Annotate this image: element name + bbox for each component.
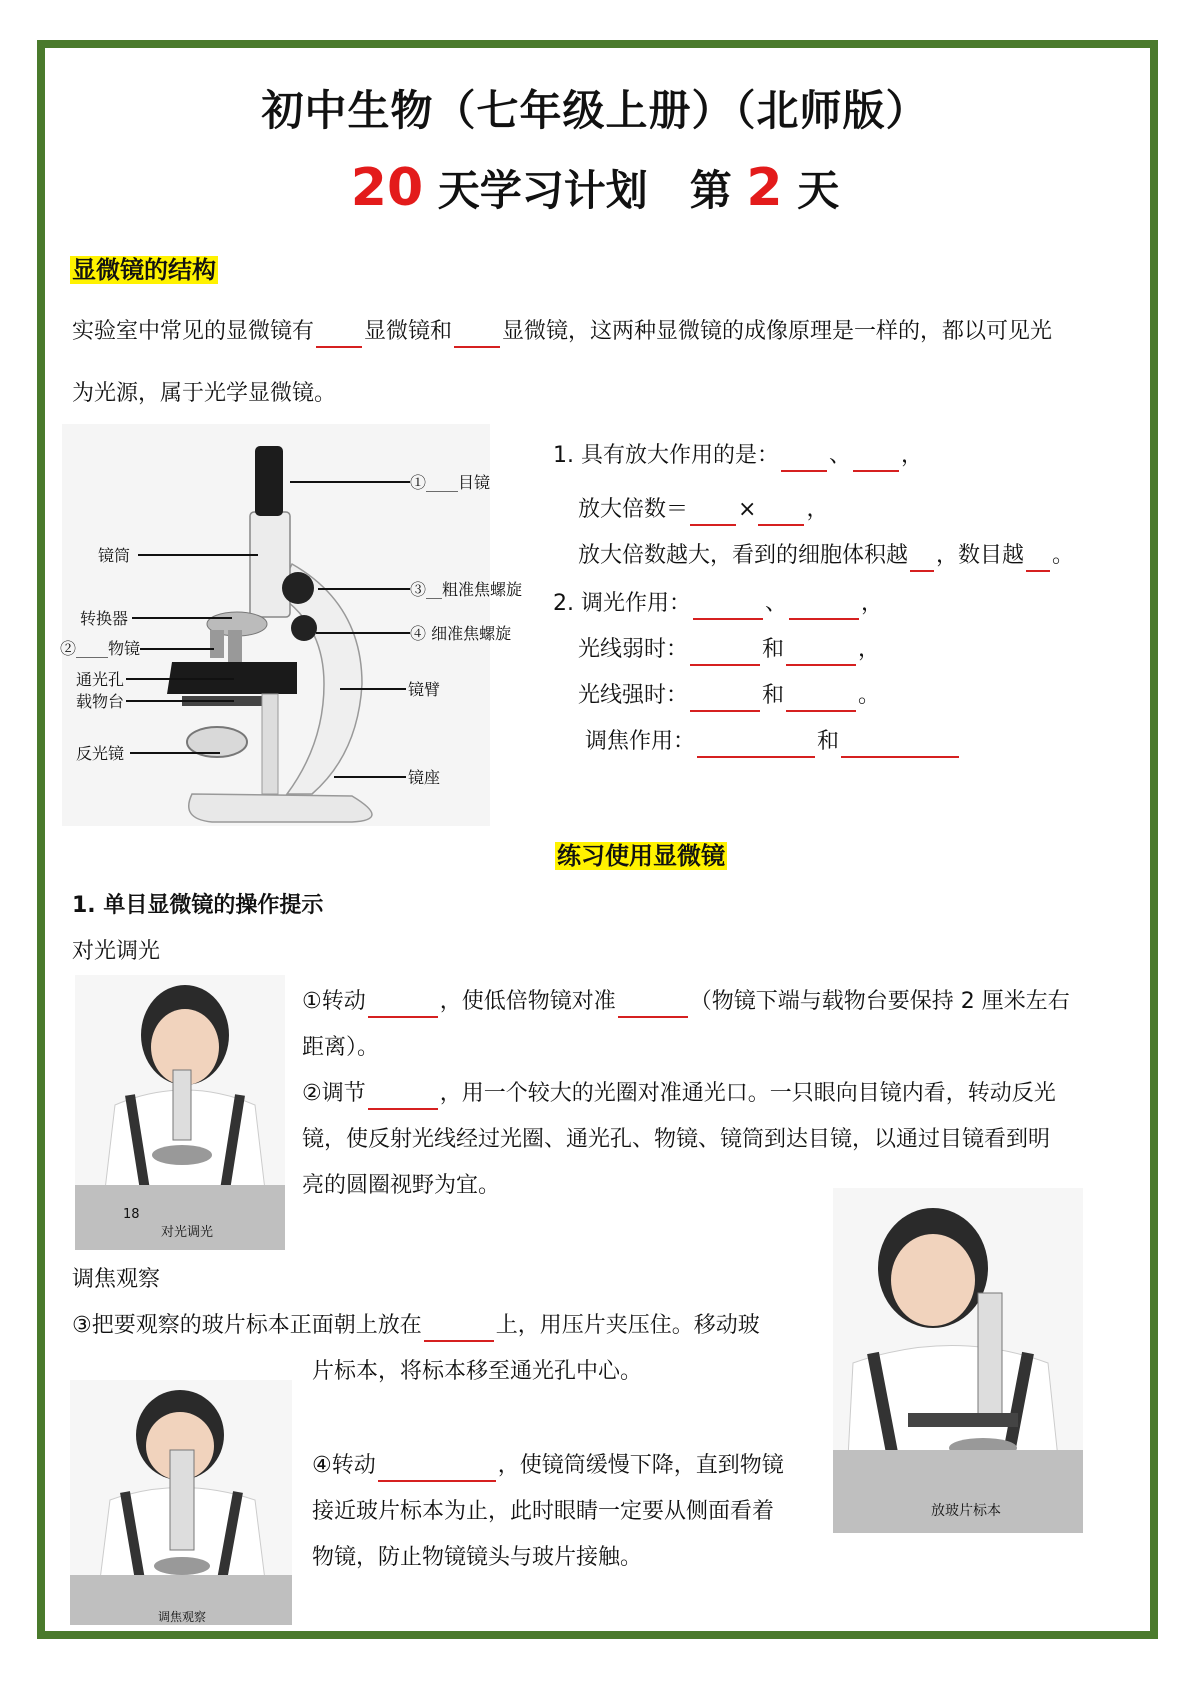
label-fine-knob: ④ 细准焦螺旋 [410, 624, 512, 643]
label-eyepiece: ①____目镜 [410, 473, 491, 492]
step-1-line1: ①转动 ，使低倍物镜对准 （物镜下端与载物台要保持 2 厘米左右 [302, 986, 1070, 1018]
intro-paragraph-line2: 为光源，属于光学显微镜。 [72, 381, 337, 406]
page-title: 初中生物（七年级上册）（北师版） [261, 86, 929, 135]
subheading-focus: 调焦观察 [72, 1267, 161, 1292]
section-heading-practice: 练习使用显微镜 [557, 842, 725, 870]
step-2-line1: ②调节 ，用一个较大的光圈对准通光口。一只眼向目镜内看，转动反光 [302, 1078, 1056, 1110]
step-2-line2: 镜，使反射光线经过光圈、通光孔、物镜、镜筒到达目镜，以通过目镜看到明 [302, 1127, 1051, 1152]
label-stage: 载物台 [76, 692, 125, 711]
step-2-line3: 亮的圆圈视野为宜。 [302, 1173, 501, 1198]
label-nosepiece: 转换器 [80, 609, 129, 628]
girl-slide-photo [833, 1188, 1083, 1533]
step-3-line1: ③把要观察的玻片标本正面朝上放在 上，用压片夹压住。移动玻 [72, 1310, 760, 1342]
magnification-formula: 放大倍数＝ × ， [578, 494, 828, 526]
label-objective: ②____物镜 [60, 639, 141, 658]
label-tube: 镜筒 [98, 546, 131, 565]
label-arm: 镜臂 [408, 680, 441, 699]
strong-light: 光线强时： 和 。 [578, 680, 880, 712]
focus-function: 调焦作用： 和 [585, 726, 961, 758]
step-4-line1: ④转动 ，使镜筒缓慢下降，直到物镜 [312, 1450, 784, 1482]
page-subtitle [0, 158, 1190, 218]
intro-paragraph-line1: 实验室中常见的显微镜有 显微镜和 显微镜，这两种显微镜的成像原理是一样的，都以可见光 [72, 316, 1052, 348]
label-aperture: 通光孔 [76, 670, 125, 689]
photo3-caption: 调焦观察 [158, 1610, 207, 1624]
step-4-line2: 接近玻片标本为止，此时眼睛一定要从侧面看着 [312, 1499, 775, 1524]
photo1-number: 18 [123, 1207, 140, 1222]
section-heading-structure: 显微镜的结构 [72, 256, 216, 284]
girl-microscope-photo [75, 975, 285, 1250]
subheading-light: 对光调光 [72, 939, 161, 964]
label-coarse-knob: ③__粗准焦螺旋 [410, 580, 523, 599]
photo2-caption: 放玻片标本 [931, 1503, 1001, 1519]
step-3-line2: 片标本，将标本移至通光孔中心。 [312, 1359, 643, 1384]
photo-focus-observe [70, 1380, 292, 1625]
label-base: 镜座 [408, 768, 441, 787]
step-1-line2: 距离）。 [302, 1035, 380, 1060]
question-1: 1. 具有放大作用的是： 、 ， [553, 440, 923, 472]
step-4-line3: 物镜，防止物镜镜头与玻片接触。 [312, 1545, 643, 1570]
photo-light-adjust [75, 975, 285, 1250]
subheading-operation: 1. 单目显微镜的操作提示 [72, 893, 324, 918]
photo-place-slide [833, 1188, 1083, 1533]
weak-light: 光线弱时： 和 ， [578, 634, 880, 666]
photo1-caption: 对光调光 [161, 1225, 214, 1240]
subtitle-mid: 天学习计划 第 [437, 166, 732, 215]
girl-focus-photo [70, 1380, 292, 1625]
subtitle-end: 天 [797, 166, 840, 215]
day-number: 2 [746, 158, 783, 218]
magnification-effect: 放大倍数越大，看到的细胞体积越 ，数目越 。 [578, 540, 1074, 572]
question-2: 2. 调光作用： 、 ， [553, 588, 883, 620]
label-mirror: 反光镜 [76, 744, 125, 763]
days-number: 20 [350, 158, 424, 218]
